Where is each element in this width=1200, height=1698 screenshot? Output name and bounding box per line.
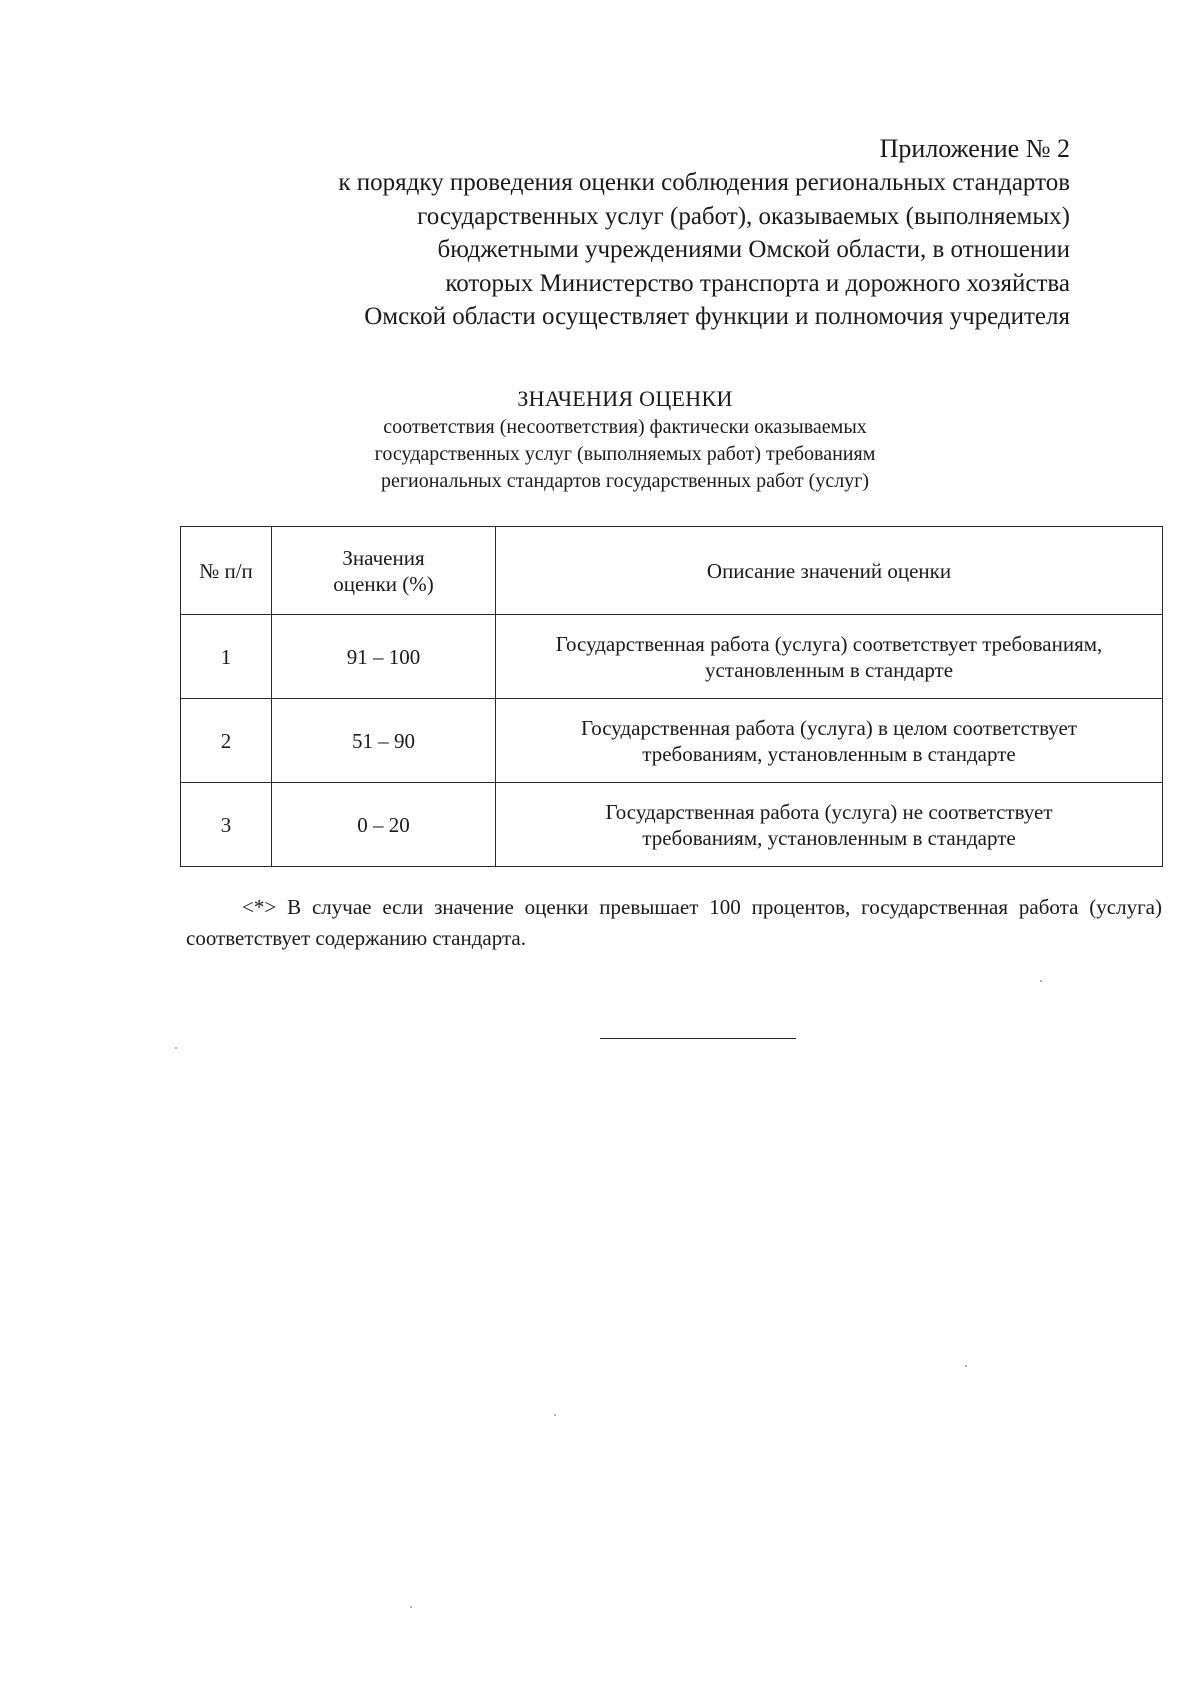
footnote: <*> В случае если значение оценки превышает 100 процентов, государственная работа (услуга) соответствует содержанию стандарта. — [186, 895, 1162, 950]
document-heading — [180, 384, 1070, 495]
heading-subtitle-line: соответствия (несоответствия) фактически оказываемых — [383, 416, 867, 438]
row-description-line: требованиям, установленным в стандарте — [642, 741, 1016, 766]
scan-speck — [965, 1365, 967, 1367]
row-value: 91 – 100 — [272, 615, 496, 699]
appendix-line: которых Министерство транспорта и дорожного хозяйства — [445, 269, 1070, 297]
appendix-line: Омской области осуществляет функции и полномочия учредителя — [364, 303, 1070, 330]
header-number: № п/п — [181, 527, 272, 615]
heading-title: ЗНАЧЕНИЯ ОЦЕНКИ — [517, 386, 733, 411]
table-header-row — [181, 527, 1163, 615]
heading-subtitle-line: государственных услуг (выполняемых работ) требованиям — [374, 443, 876, 465]
appendix-line: к порядку проведения оценки соблюдения региональных стандартов — [338, 169, 1070, 196]
appendix-line: государственных услуг (работ), оказываемых (выполняемых) — [417, 202, 1070, 230]
header-value-line: оценки (%) — [333, 571, 434, 596]
appendix-title: Приложение № 2 — [879, 134, 1070, 163]
end-separator-line — [600, 1038, 796, 1039]
appendix-header — [210, 132, 1070, 334]
row-description-line: Государственная работа (услуга) не соответствует — [605, 799, 1053, 824]
row-description-line: Государственная работа (услуга) в целом соответствует — [580, 715, 1078, 740]
scan-speck — [1040, 980, 1042, 982]
scan-speck — [554, 1414, 556, 1416]
table-row — [181, 783, 1163, 867]
scan-speck — [410, 1606, 412, 1608]
row-description — [496, 783, 1163, 867]
assessment-table — [180, 526, 1163, 867]
assessment-table-wrapper — [180, 526, 1162, 867]
row-description-line: Государственная работа (услуга) соответствует требованиям, — [555, 631, 1103, 656]
row-number: 1 — [181, 615, 272, 699]
row-value: 51 – 90 — [272, 699, 496, 783]
scan-speck — [175, 1047, 177, 1049]
row-number: 2 — [181, 699, 272, 783]
appendix-line: бюджетными учреждениями Омской области, в отношении — [437, 236, 1070, 263]
row-description — [496, 615, 1163, 699]
row-description-line: установленным в стандарте — [704, 657, 954, 682]
table-row — [181, 615, 1163, 699]
header-description: Описание значений оценки — [496, 527, 1163, 615]
header-value — [272, 527, 496, 615]
row-description-line: требованиям, установленным в стандарте — [642, 825, 1016, 850]
table-row — [181, 699, 1163, 783]
row-value: 0 – 20 — [272, 783, 496, 867]
heading-subtitle-line: региональных стандартов государственных работ (услуг) — [380, 470, 870, 492]
header-value-line: Значения — [342, 545, 425, 570]
row-description — [496, 699, 1163, 783]
row-number: 3 — [181, 783, 272, 867]
